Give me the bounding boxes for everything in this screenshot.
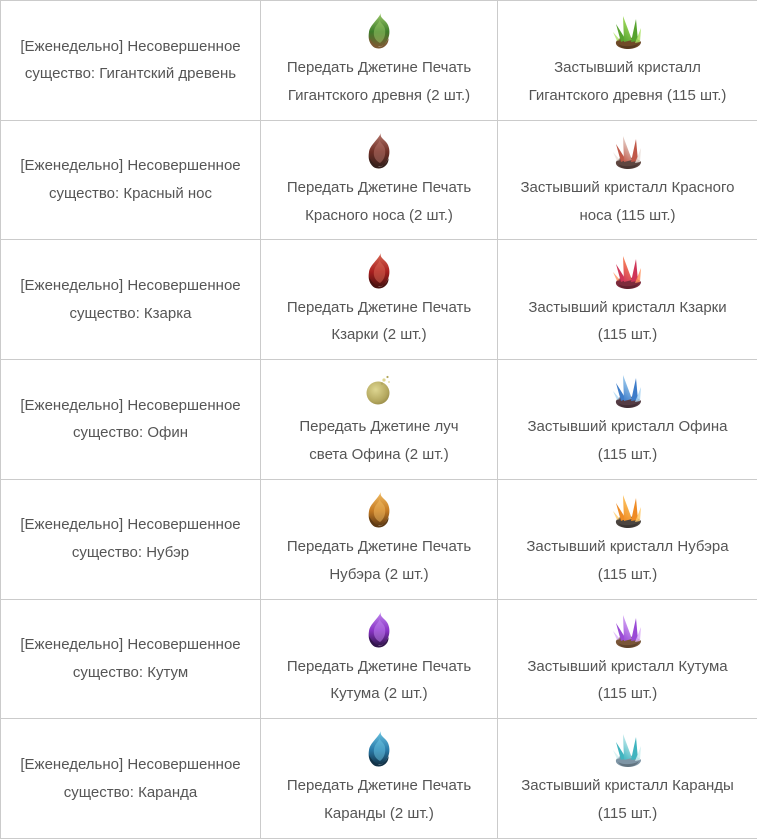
seal-label: Передать Джетине Печать Нубэра (2 шт.) [286, 537, 472, 583]
crystal-cell-content [516, 490, 739, 589]
seal-label: Передать Джетине Печать Кзарки (2 шт.) [286, 298, 472, 344]
quest-name: [Еженедельно] Несовершенное существо: Кутум [20, 636, 241, 681]
seal-label: Передать Джетине Печать Гигантского древня (2 шт.) [286, 59, 472, 104]
quest-name: [Еженедельно] Несовершенное существо: Офин [20, 396, 241, 442]
quest-name: [Еженедельно] Несовершенное существо: Красный нос [20, 157, 241, 203]
seal-cell-content [279, 251, 479, 350]
seal-cell [261, 360, 498, 480]
table-row [1, 479, 757, 599]
seal-cell [261, 719, 498, 839]
quest-name: [Еженедельно] Несовершенное существо: Каранда [20, 755, 241, 801]
crystal-label: Застывший кристалл Кзарки (115 шт.) [528, 298, 727, 344]
seal-icon [359, 610, 399, 650]
seal-cell-content [279, 370, 479, 469]
quest-name-cell [1, 479, 261, 599]
crystal-cell [498, 240, 757, 360]
seal-label: Передать Джетине Печать Каранды (2 шт.) [286, 777, 472, 823]
crystal-cell-content [516, 131, 739, 230]
seal-icon [359, 729, 399, 769]
crystal-label: Застывший кристалл Каранды (115 шт.) [521, 777, 734, 823]
crystal-label: Застывший кристалл Гигантского древня (115 шт.) [528, 59, 727, 104]
crystal-icon [608, 490, 648, 530]
seal-icon [359, 131, 399, 171]
seal-cell [261, 599, 498, 719]
crystal-cell [498, 1, 757, 121]
seal-cell-content [279, 729, 479, 828]
quest-name-cell [1, 120, 261, 240]
seal-label: Передать Джетине Печать Кутума (2 шт.) [286, 657, 472, 703]
seal-cell [261, 479, 498, 599]
table-row [1, 360, 757, 480]
seal-cell [261, 1, 498, 121]
crystal-cell-content [516, 11, 739, 110]
table-row [1, 240, 757, 360]
crystal-cell [498, 719, 757, 839]
crystal-icon [608, 729, 648, 769]
table-row [1, 719, 757, 839]
crystal-label: Застывший кристалл Офина (115 шт.) [527, 418, 728, 463]
seal-icon [359, 251, 399, 291]
crystal-cell [498, 479, 757, 599]
seal-cell-content [279, 131, 479, 230]
crystal-icon [608, 11, 648, 51]
seal-icon [359, 490, 399, 530]
seal-cell [261, 240, 498, 360]
crystal-cell-content [516, 370, 739, 469]
crystal-cell-content [516, 610, 739, 709]
quest-name-cell [1, 719, 261, 839]
quest-name: [Еженедельно] Несовершенное существо: Нубэр [20, 516, 241, 562]
quest-name-cell [1, 240, 261, 360]
crystal-icon [608, 131, 648, 171]
quest-name: [Еженедельно] Несовершенное существо: Гигантский древень [20, 37, 241, 83]
quest-name-cell [1, 360, 261, 480]
seal-cell-content [279, 11, 479, 110]
seal-icon [359, 11, 399, 51]
quest-name-cell [1, 1, 261, 121]
crystal-label: Застывший кристалл Нубэра (115 шт.) [526, 537, 729, 583]
seal-label: Передать Джетине луч света Офина (2 шт.) [299, 418, 459, 463]
quest-table-body [1, 1, 757, 839]
seal-cell-content [279, 610, 479, 709]
crystal-icon [608, 610, 648, 650]
crystal-label: Застывший кристалл Красного носа (115 шт.) [520, 178, 735, 224]
table-row [1, 599, 757, 719]
seal-cell [261, 120, 498, 240]
crystal-cell [498, 360, 757, 480]
light-orb-icon [359, 370, 399, 410]
crystal-cell-content [516, 251, 739, 350]
quest-name-cell [1, 599, 261, 719]
table-row [1, 120, 757, 240]
crystal-cell [498, 120, 757, 240]
seal-label: Передать Джетине Печать Красного носа (2 шт.) [286, 178, 472, 224]
crystal-label: Застывший кристалл Кутума (115 шт.) [527, 657, 728, 703]
crystal-icon [608, 251, 648, 291]
table-row [1, 1, 757, 121]
crystal-cell-content [516, 729, 739, 828]
quest-name: [Еженедельно] Несовершенное существо: Кзарка [20, 277, 241, 322]
crystal-cell [498, 599, 757, 719]
crystal-icon [608, 370, 648, 410]
seal-cell-content [279, 490, 479, 589]
